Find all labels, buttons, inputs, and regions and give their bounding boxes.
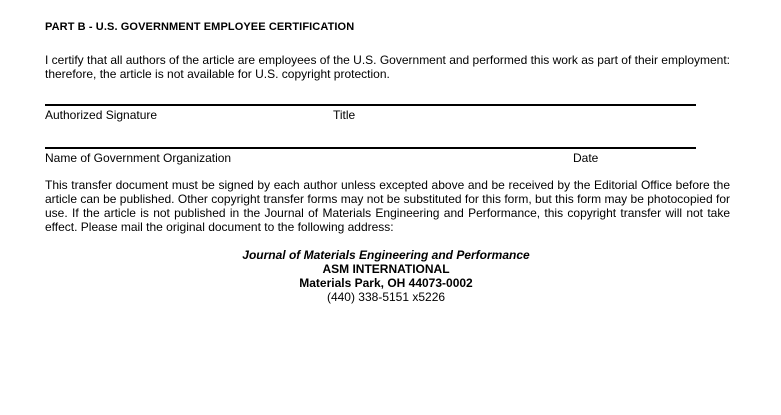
date-label: Date bbox=[573, 151, 599, 165]
address-journal-name: Journal of Materials Engineering and Performance bbox=[242, 248, 530, 262]
instructions-paragraph: This transfer document must be signed by each author unless excepted above and be received by the Editorial Office before the article can be published. Other copyright transfer forms may not be substituted for this form, but this form may be photocopied for use. If the article is not published in the Journal of Materials Engineering and Performance, this copyright transfer will not take effect. Please mail the original document to the following address: bbox=[45, 178, 730, 234]
title-label: Title bbox=[333, 108, 356, 122]
address-phone: (440) 338-5151 x5226 bbox=[326, 290, 446, 304]
address-organization: ASM INTERNATIONAL bbox=[322, 262, 450, 276]
government-organization-label: Name of Government Organization bbox=[45, 151, 232, 165]
address-city-line: Materials Park, OH 44073-0002 bbox=[299, 276, 473, 290]
signature-line bbox=[45, 104, 696, 106]
certification-paragraph: I certify that all authors of the article are employees of the U.S. Government and performed this work as part of their employment: therefore, the article is not available for U.S. copyright protection. bbox=[45, 53, 730, 81]
section-heading: PART B - U.S. GOVERNMENT EMPLOYEE CERTIFICATION bbox=[45, 21, 355, 33]
organization-line bbox=[45, 147, 696, 149]
authorized-signature-label: Authorized Signature bbox=[45, 108, 158, 122]
